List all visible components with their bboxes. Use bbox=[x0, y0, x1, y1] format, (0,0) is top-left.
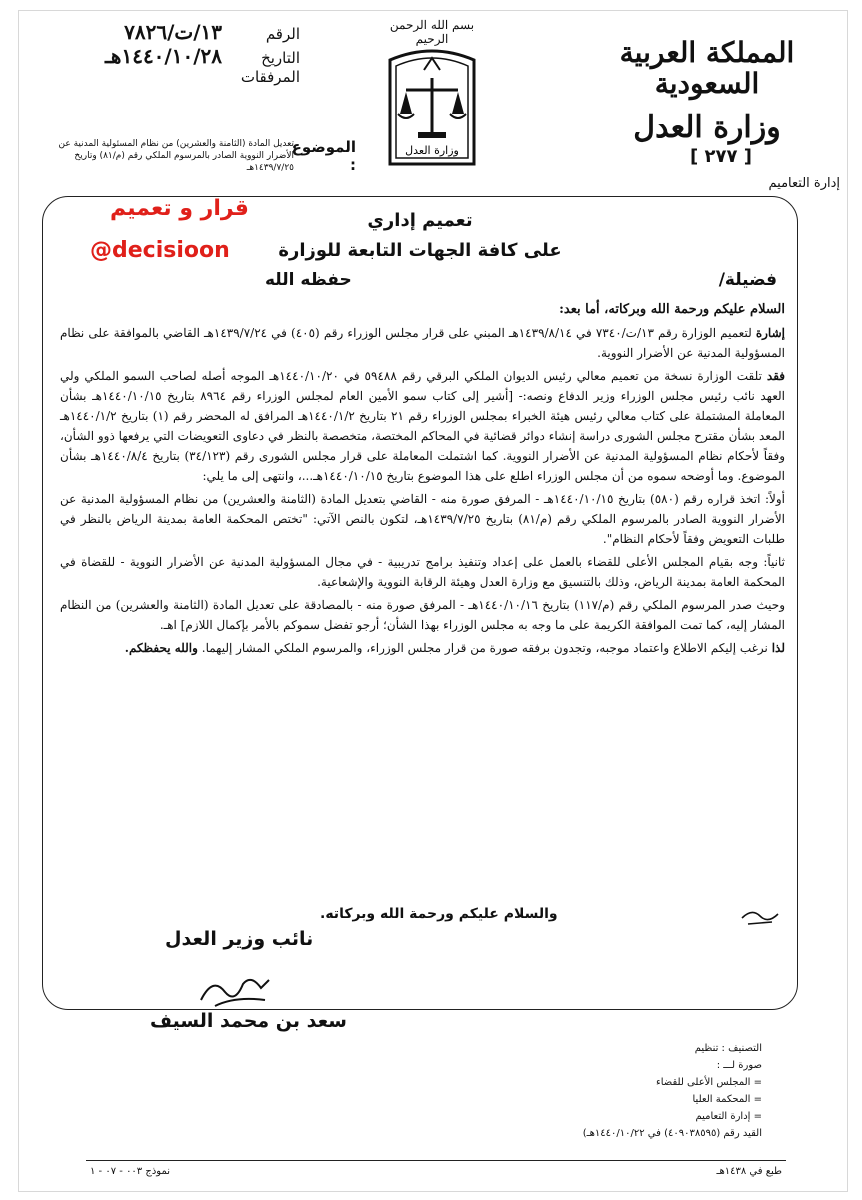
document-recipients: على كافة الجهات التابعة للوزارة bbox=[278, 240, 562, 261]
paragraph-2 bbox=[60, 366, 785, 486]
paragraph-4: ثانياً: وجه بقيام المجلس الأعلى للقضاء بالعمل على إعداد وتنفيذ برامج تدريبية - في مجال المسؤولية المدنية عن الأضرار النووية - للقضاة في المحكمة العامة بمدينة الرياض، وذلك بالتنسيق مع وزارة العدل وهيئة الرقابة النووية والإشعاعية. bbox=[60, 555, 785, 589]
attachments-label: المرفقات bbox=[240, 68, 300, 86]
paragraph-2-lead: فقد bbox=[766, 369, 785, 383]
emblem-caption: وزارة العدل bbox=[405, 144, 459, 157]
record-number: القيد رقم (٤٠٩٠٣٨٥٩٥) في ١٤٤٠/١٠/٢٢هـ) bbox=[582, 1128, 762, 1139]
copy-to-label: صورة لـــ : bbox=[716, 1060, 762, 1071]
salutation-blessing: حفظه الله bbox=[265, 270, 352, 290]
paragraph-1 bbox=[60, 323, 785, 363]
classification-line: التصنيف : تنظيم bbox=[694, 1043, 762, 1054]
paragraph-6 bbox=[60, 638, 785, 658]
subject-text: تعديل المادة (الثامنة والعشرين) من نظام المسئولية المدنية عن الأضرار النووية الصادر بالمرسوم الملكي رقم (م/٨١) وتاريخ ١٤٣٩/٧/٢٥هـ bbox=[58, 139, 294, 173]
ministry-name: وزارة العدل bbox=[633, 109, 781, 145]
paragraph-6-text: نرغب إليكم الاطلاع واعتماد موجبه، وتجدون برفقه صورة من قرار مجلس الوزراء، والمرسوم الملكي المشار إليهما. bbox=[201, 641, 768, 655]
subject-block bbox=[34, 138, 356, 174]
subject-label: الموضوع : bbox=[291, 138, 356, 174]
attachments-row bbox=[60, 68, 300, 92]
paragraph-6-tail: والله يحفظكم. bbox=[124, 641, 198, 655]
printed-note: طبع في ١٤٣٨هـ bbox=[716, 1166, 782, 1177]
salutation-addressee: فضيلة/ bbox=[718, 270, 777, 290]
reference-block bbox=[60, 20, 300, 92]
paragraph-2-text: تلقت الوزارة نسخة من تعميم معالي رئيس الديوان الملكي البرقي رقم ٥٩٤٨٨ في ١٤٤٠/١٠/٢٠هـ الموجه أصله لصاحب السمو الملكي ولي العهد نائب رئيس مجلس الوزراء وزير الدفاع ونصه:- [أشير إلى كتاب سمو الأمين العام لمجلس الوزراء رقم ٨٩٦٤ بتاريخ ١٤٤٠/١٠/١٥هـ بشأن المعاملة المشتملة على كتاب معالي رئيس هيئة الخبراء بمجلس الوزراء رقم ٢١ بتاريخ ١٤٤٠/١/٢هـ المرافق له المحضر رقم (١) بتاريخ ١٤٤٠/١/٢هـ المعد بشأن مقترح مجلس الشورى دراسة إنشاء دوائر قضائية في المحاكم المختصة، متخصصة بالنظر في دعاوى التعويضات التي يرفعها ذوو الشأن، وفقاً لأحكام نظام المسؤولية المدنية عن الأضرار النووية. كما اشتملت المعاملة على قرار مجلس الشورى رقم (٣٤/١٢٣) بتاريخ ١٤٤٠/٨/٤هـ بشأن الموضوع. وما أوضحه سموه من أن مجلس الوزراء اطلع على هذا الموضوع بتاريخ ١٤٤٠/١٠/١٥هـ...، وانتهى إلى ما يلي: bbox=[60, 369, 785, 483]
paragraph-6-lead: لذا bbox=[771, 641, 785, 655]
form-number: نموذج ٠٠٣ - ٠٧ - ١ bbox=[90, 1166, 171, 1177]
paragraph-1-text: لتعميم الوزارة رقم ١٣/ت/٧٣٤٠ في ١٤٣٩/٨/١٤هـ المبني على قرار مجلس الوزراء رقم (٤٠٥) في ١٤٣٩/٧/٢٤هـ القاضي بالموافقة على نظام المسؤولية المدنية عن الأضرار النووية. bbox=[60, 326, 785, 360]
kingdom-name: المملكة العربية السعودية bbox=[619, 36, 795, 100]
signature-icon bbox=[195, 970, 275, 1010]
number-value: ١٣/ت/٧٨٢٦ bbox=[124, 20, 222, 44]
paragraph-5: وحيث صدر المرسوم الملكي رقم (م/١١٧) بتاريخ ١٤٤٠/١٠/١٦هـ - المرفق صورة منه - بالمصادقة على تعديل المادة (الثامنة والعشرين) من النظام المشار إليه، كما تمت الموافقة الكريمة على ما وجه به مجلس الوزراء بهذا الشأن؛ أرجو تفضل سموكم بالأمر بإكمال اللازم] اهـ. bbox=[60, 598, 786, 632]
classification-block bbox=[562, 1040, 762, 1142]
signer-title: نائب وزير العدل bbox=[165, 928, 314, 950]
watermark-title: قرار و تعميم bbox=[110, 196, 249, 221]
paragraph-1-lead: إشارة bbox=[755, 326, 785, 340]
closing-greeting: والسلام عليكم ورحمة الله وبركاته. bbox=[320, 906, 558, 922]
number-label: الرقم bbox=[265, 25, 300, 43]
recipient-3: = إدارة التعاميم bbox=[695, 1111, 762, 1122]
document-title: تعميم إداري bbox=[367, 210, 473, 231]
letterhead bbox=[592, 38, 822, 145]
initials-mark-icon bbox=[738, 904, 782, 930]
date-row bbox=[60, 44, 300, 68]
greeting-line: السلام عليكم ورحمة الله وبركاته، أما بعد: bbox=[559, 302, 785, 317]
date-value: ١٤٤٠/١٠/٢٨هـ bbox=[105, 44, 222, 68]
circular-number: [ ٢٧٧ ] bbox=[690, 146, 752, 167]
watermark-handle: @decisioon bbox=[90, 238, 230, 263]
number-row bbox=[60, 20, 300, 44]
date-label: التاريخ bbox=[261, 49, 300, 67]
letter-body bbox=[60, 300, 785, 661]
footer-divider bbox=[86, 1160, 786, 1161]
paragraph-3: أولاً: اتخذ قراره رقم (٥٨٠) بتاريخ ١٤٤٠/١٠/١٥هـ - المرفق صورة منه - القاضي بتعديل المادة (الثامنة والعشرين) من نظام المسؤولية المدنية عن الأضرار النووية الصادر بالمرسوم الملكي رقم (م/٨١) بتاريخ ١٤٣٩/٧/٢٥هـ، لتكون بالنص الآتي: "تختص المحكمة العامة بمدينة الرياض بالنظر في طلبات التعويض وفقاً لأحكام النظام". bbox=[60, 492, 786, 546]
department-name: إدارة التعاميم bbox=[768, 176, 840, 191]
ministry-emblem-icon bbox=[376, 22, 488, 172]
basmala: بسم الله الرحمن الرحيم bbox=[389, 18, 475, 46]
recipient-1: = المجلس الأعلى للقضاء bbox=[656, 1077, 762, 1088]
recipient-2: = المحكمة العليا bbox=[692, 1094, 762, 1105]
signer-name: سعد بن محمد السيف bbox=[150, 1010, 347, 1032]
